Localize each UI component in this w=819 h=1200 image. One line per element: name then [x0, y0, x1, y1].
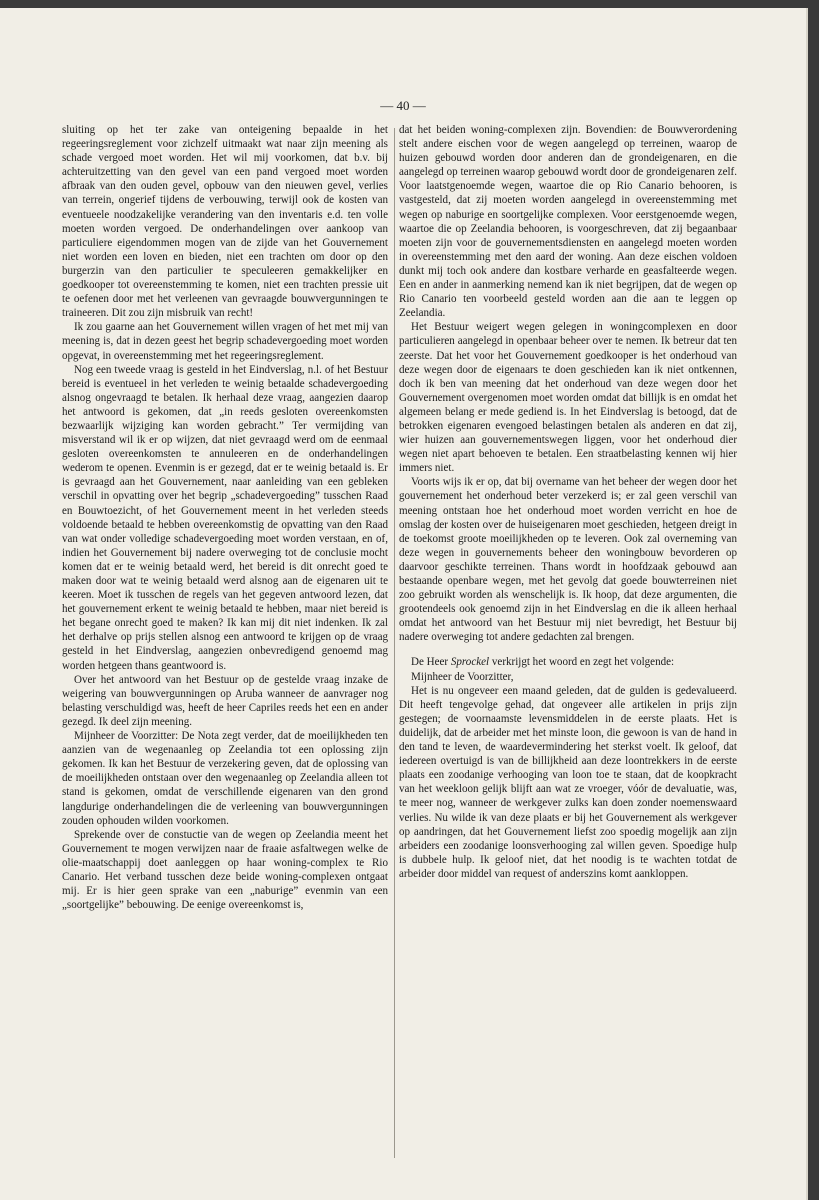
- paragraph: sluiting op het ter zake van onteigening bepaalde in het regeeringsreglement voor zichzelf uitmaakt wat naar zijn meening als schade vergoed moet worden. Het wil mij voorkomen, dat b.v. bij achteruitzetting van den gevel van een pand vergoed moet worden afbraak van den ouden gevel, opbouw van den nieuwen gevel, verlies van terrein, ongerief tijdens de verbouwing, terwijl ook de kosten van eventueele noodzakelijke verandering van den inventaris e.d. ten volle moeten worden vergoed. De onderhandelingen over aankoop van particuliere eigendommen mogen van de zijde van het Gouvernement niet worden een loven en bieden, niet een trachten om door op den burgerzin van den particulier te speculeeren gemakkelijker en goedkooper tot overeenstemming te komen, niet een trachten pressie uit te oefenen door met het verleenen van gevraagde bouwvergunningen te traineeren. Dit zou zijn misbruik van recht!: [62, 124, 388, 320]
- speaker-intro-before: De Heer: [411, 656, 451, 669]
- page-number: — 40 —: [380, 98, 426, 113]
- paragraph: dat het beiden woning-complexen zijn. Bovendien: de Bouwverordening stelt andere eischen voor de wegen aangelegd op terreinen, waarop de huizen gebouwd worden door anderen dan de grondeigenaren, en die aangelegd op terreinen waarop gebouwd wordt door de grondeigenaren zelf. Voor laatstgenoemde wegen, waartoe die op Rio Canario behooren, is vastgesteld, dat zij moeten worden aangelegd in overeenstemming met wegen op naburige en soortgelijke complexen. Voor eerstgenoemde wegen, waartoe die op Zeelandia behooren, is voorgeschreven, dat zij begaanbaar moeten zijn voor de gouvernementsdiensten en aangelegd moeten worden in overeenstemming met den aard der woning. Aan deze eischen voldoen dunkt mij toch ook andere dan kostbare verharde en geasfalteerde wegen. Een en ander in aanmerking nemend kan ik niet begrijpen, dat de wegen op Rio Canario ten voorbeeld gesteld worden aan die aan te leggen op Zeelandia.: [399, 124, 737, 320]
- paragraph: Ik zou gaarne aan het Gouvernement willen vragen of het met mij van meening is, dat in dezen geest het begrip schadevergoeding moet worden opgevat, in overeenstemming met het regeeringsreglement.: [62, 321, 388, 362]
- paragraph: Over het antwoord van het Bestuur op de gestelde vraag inzake de weigering van bouwvergunningen op Aruba wanneer de aanvrager nog belasting verschuldigd was, heeft de heer Capriles reeds het een en ander gezegd. Ik deel zijn meening.: [62, 673, 388, 728]
- paragraph: Sprekende over de constuctie van de wegen op Zeelandia meent het Gouvernement te mogen verwijzen naar de fraaie asfaltwegen welke de olie-maatschappij doet aanleggen op haar woning-complex te Rio Canario. Het verband tusschen deze beide woning-complexen ontgaat mij. Er is hier geen sprake van een „naburige” evenmin van een „soortgelijke” bebouwing. De eenige overeenkomst is,: [62, 828, 388, 912]
- address-line: Mijnheer de Voorzitter,: [411, 670, 514, 683]
- paragraph: Het Bestuur weigert wegen gelegen in woningcomplexen en door particulieren aangelegd in openbaar beheer over te nemen. Ik betreur dat ten zeerste. Dat het voor het Gouvernement goedkooper is het onderhoud van deze wegen door de eigenaars te doen geschieden kan ik niet ontkennen, doch ik ben van meening dat het onderhoud van deze wegen door het Gouvernement overgenomen moet worden omdat dat billijk is en omdat het algemeen belang er mede gediend is. In het Eindverslag is betoogd, dat de betrokken eigenaren evengoed belastingen betalen als anderen en dat zij, wier huizen aan gouvernementswegen liggen, voor het onderhoud dier wegen niet apart behoeven te betalen. Een straatbelasting kennen wij hier immers niet.: [399, 321, 737, 475]
- speaker-name: Sprockel: [450, 656, 490, 669]
- column-divider: [394, 128, 395, 1158]
- paragraph: Het is nu ongeveer een maand geleden, dat de gulden is gedevalueerd. Dit heeft tengevolge gehad, dat ongeveer alle artikelen in prijs zijn gestegen; de voornaamste levensmiddelen in de eerste plaats. Het is duidelijk, dat de arbeider met het minste loon, die gewoon is van de hand in den tand te leven, de waardevermindering het sterkst voelt. Ik geloof, dat iedereen overtuigd is van de billijkheid aan deze loontrekkers in de eerste plaats een zoodanige verhooging van loon toe te staan, dat de koopkracht van het weekloon gelijk blijft aan wat ze vroeger, vóór de devaluatie, was, te meer nog, wanneer de werkgever zulks kan doen zonder noemenswaard verlies. Nu wilde ik van deze plaats er bij het Gouvernement als werkgever op aandringen, dat het Gouvernement liefst zoo spoedig mogelijk aan zijn arbeiders een zoodanige loonsverhooging zal willen geven. Spoedige hulp is dubbele hulp. Ik geloof niet, dat het noodig is te wachten totdat de arbeider door middel van request of anderszins komt aankloppen.: [399, 684, 737, 880]
- document-page: [0, 8, 806, 1200]
- speaker-intro: [399, 655, 737, 669]
- right-column: [399, 123, 737, 881]
- paragraph: Mijnheer de Voorzitter: De Nota zegt verder, dat de moeilijkheden ten aanzien van de wegenaanleg op Zeelandia tot een oplossing zijn gekomen. Ik kan het Bestuur de verzekering geven, dat de oplossing van de moeilijkheden ontstaan over den wegenaanleg op Zeelandia alleen tot stand is gekomen, omdat de verschillende eigenaren van den grond langdurige onderhandelingen die de verleening van bouwvergunningen zouden ophouden wilden voorkomen.: [62, 730, 388, 827]
- left-column: [62, 123, 388, 912]
- speaker-intro-after: verkrijgt het woord en zegt het volgende:: [489, 656, 675, 669]
- paragraph: Voorts wijs ik er op, dat bij overname van het beheer der wegen door het gouvernement het onderhoud beter verzekerd is; er zal geen verschil van meening ontstaan hoe het onderhoud moet worden verricht en hoe de omslag der kosten over de huiseigenaren moet geschieden, hetgeen dreigt in de toekomst groote moeilijkheden op te leveren. Ook zal overneming van deze wegen in gouvernements beheer den woningbouw bevorderen op daarvoor geschikte terreinen. Thans wordt in hoofdzaak gebouwd aan bestaande openbare wegen, met het gevolg dat goede bouwterreinen niet zoo gebruikt worden als wenschelijk is. Ik hoop, dat deze argumenten, die grootendeels ook genoemd zijn in het Eindverslag en die ik alleen herhaal omdat het antwoord van het Bestuur mij niet bevredigt, het Bestuur bij nadere overweging tot andere gedachten zal brengen.: [399, 476, 737, 644]
- paragraph: Nog een tweede vraag is gesteld in het Eindverslag, n.l. of het Bestuur bereid is eventueel in het verleden te weinig betaalde schadevergoeding alsnog ongevraagd te betalen. Ik herhaal deze vraag, aangezien daarop het antwoord is gekomen, dat „in reeds gesloten overeenkomsten bezwaarlijk wijziging kan worden gebracht.” Ter vermijding van misverstand wil ik er op wijzen, dat niet gevraagd werd om de eenmaal gesloten overeenkomsten te annuleeren en de onderhandelingen wederom te openen. Evenmin is er gezegd, dat er te weinig betaald is. Er is gevraagd aan het Gouvernement, naar aanleiding van een gebleken verschil in opvatting over het begrip „schadevergoeding” tusschen Raad en Bouwtoezicht, of het Gouvernement meent in het verleden steeds voldoende betaald te hebben overeenkomstig de opvatting van den Raad van wat onder volledige schadevergoeding moet worden verstaan, en of, indien het Gouvernement bij nadere overweging tot de conclusie mocht komen dat er te weinig betaald werd, het bereid is dit onrecht goed te maken door wat te weinig betaald werd alsnog aan de eigenaren uit te keeren. Moet ik tusschen de regels van het gegeven antwoord lezen, dat het gouvernement erkent te weinig betaald te hebben, maar niet bereid is het begane onrecht goed te maken? Ik kan mij dit niet indenken. Ik zal het derhalve op prijs stellen alsnog een antwoord te krijgen op de vraag gesteld in het Eindverslag, aangezien onbevredigend genoemd mag worden hetgeen thans geantwoord is.: [62, 363, 388, 672]
